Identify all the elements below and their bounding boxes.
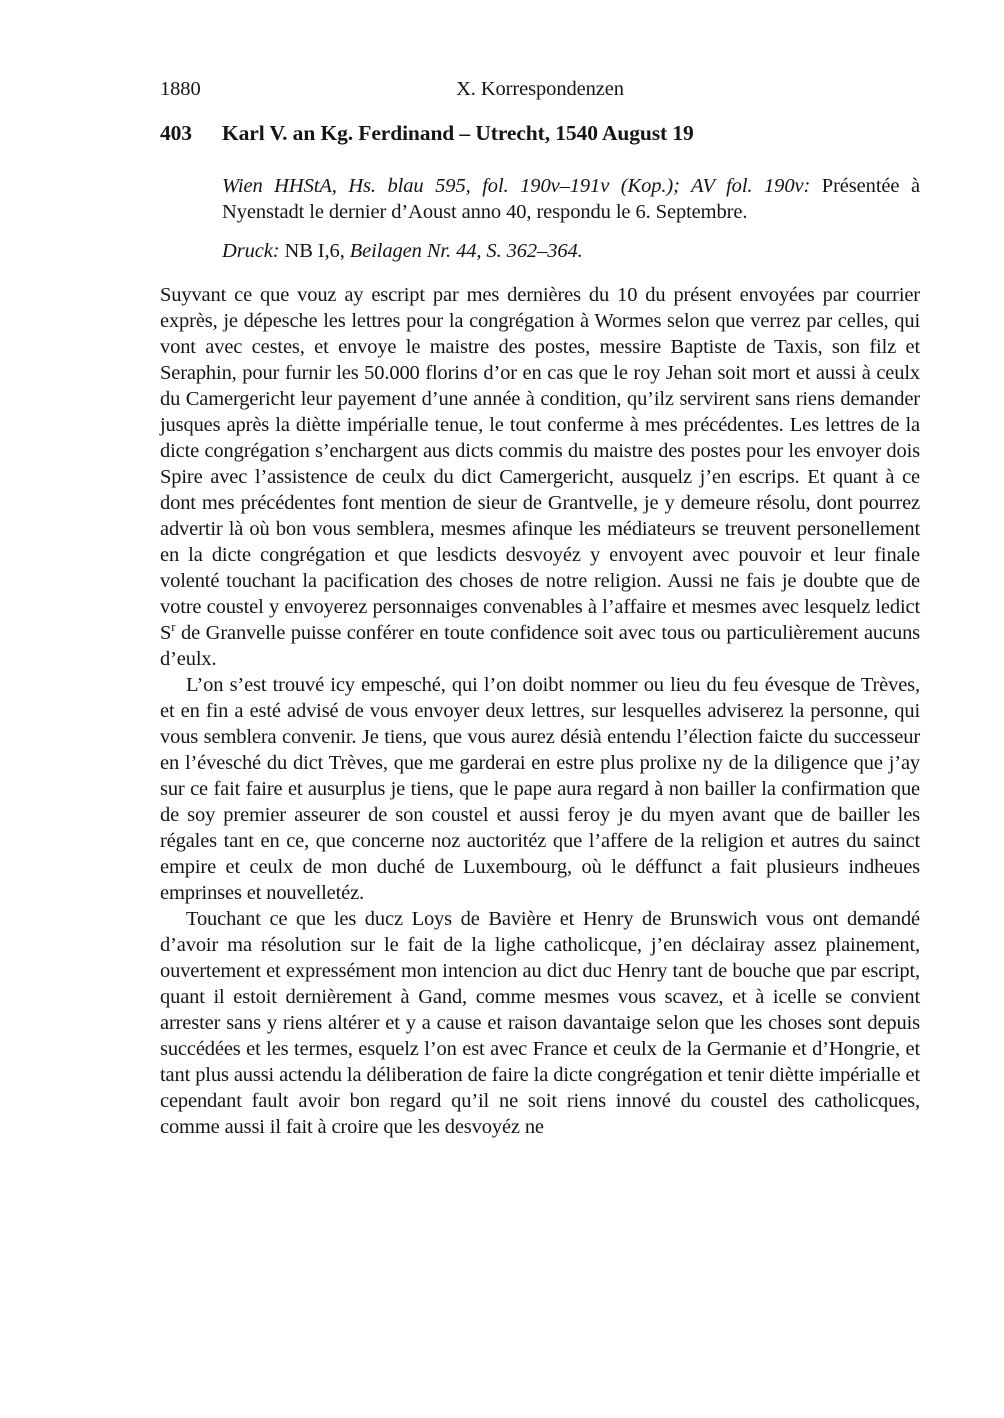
paragraph-text: Touchant ce que les ducz Loys de Bavière et Henry de Brunswich vous ont demandé d’avoir ma résolution sur le fait de la lighe catholicque, j’en déclairay assez plainement, ouvertement et expressément mon intencion au dict duc Henry tant de bouche que par escript, quant il estoit dernièrement à Gand, comme mesmes vous scavez, et à icelle se convient arrester sans y riens altérer et y a cause et raison davantaige selon que les choses sont depuis succédées et les termes, esquelz l’on est avec France et ceulx de la Germanie et d’Hongrie, et tant plus aussi actendu la déliberation de faire la dicte congrégation et tenir diètte impérialle et cependant fault avoir bon regard qu’il ne soit riens innové du coustel des catholicques, comme aussi il fait à croire que les desvoyéz ne <box>160 908 920 1138</box>
text-column <box>160 78 920 1140</box>
print-reference-middle: NB I,6, <box>279 240 350 262</box>
print-reference-label: Druck: <box>222 240 280 262</box>
provenance-note-roman: Présentée à Nyenstadt le dernier d’Aoust anno 40, respondu le 6. Septembre. <box>222 175 921 223</box>
running-title: X. Korrespondenzen <box>456 78 624 100</box>
page-number: 1880 <box>160 78 201 100</box>
print-reference <box>222 238 920 264</box>
entry-number: 403 <box>160 121 192 145</box>
paragraph-text: de Granvelle puisse conférer en toute confidence soit avec tous ou particulièrement aucuns d’eulx. <box>160 622 920 670</box>
entry-heading <box>160 121 920 146</box>
paragraph-text: Suyvant ce que vouz ay escript par mes dernières du 10 du présent envoyées par courrier exprès, je dépesche les lettres pour la congrégation à Wormes selon que verrez par celles, qui vont avec cestes, et envoye le maistre des postes, messire Baptiste de Taxis, son filz et Seraphin, pour furnir les 50.000 florins d’or en cas que le roy Jehan soit mort et aussi à ceulx du Camergericht leur payement d’une année à condition, qu’ilz servirent sans riens demander jusques après la diètte impérialle tenue, le tout conferme à mes précédentes. Les lettres de la dicte congrégation s’enchargent aus dicts commis du maistre des postes pour les envoyer dois Spire avec l’assistence de ceulx du dict Camergericht, ausquelz j’en escrips. Et quant à ce dont mes précédentes font mention de sieur de Grantvelle, je y demeure résolu, dont pourrez advertir là où bon vous semblera, mesmes afinque les médiateurs se treuvent personellement en la dicte congrégation et que lesdicts desvoyéz y envoyent avec pouvoir et leur finale volenté touchant la pacification des choses de notre religion. Aussi ne fais je doubte que de votre coustel y envoyerez personnaiges convenables à l’affaire et mesmes avec lesquelz ledict S <box>160 284 920 644</box>
provenance-source-italic: Wien HHStA, Hs. blau 595, fol. 190v–191v (Kop.); AV fol. 190v: <box>222 175 811 197</box>
superscript-text: r <box>171 620 176 635</box>
letter-body <box>160 282 920 1140</box>
provenance-note <box>222 173 920 225</box>
paragraph <box>160 906 920 1140</box>
print-reference-detail: Beilagen Nr. 44, S. 362–364. <box>349 240 583 262</box>
paragraph <box>160 282 920 672</box>
running-header <box>160 78 920 104</box>
entry-title: Karl V. an Kg. Ferdinand – Utrecht, 1540 August 19 <box>222 121 694 145</box>
paragraph <box>160 672 920 906</box>
paragraph-text: L’on s’est trouvé icy empesché, qui l’on doibt nommer ou lieu du feu évesque de Trèves, et en fin a esté advisé de vous envoyer deux lettres, sur lesquelles adviserez la personne, qui vous semblera convenir. Je tiens, que vous aurez désià entendu l’élection faicte du successeur en l’évesché du dict Trèves, que me garderai en estre plus prolixe ny de la diligence que j’ay sur ce fait faire et ausurplus je tiens, que le pape aura regard à non bailler la confirmation que de soy premier asseurer de son coustel et aussi feroy je du myen avant que de bailler les régales tant en ce, que concerne noz auctoritéz que l’affere de la religion et autres du sainct empire et ceulx de mon duché de Luxembourg, où le déffunct a fait plusieurs indheues emprinses et nouvelletéz. <box>160 674 920 904</box>
